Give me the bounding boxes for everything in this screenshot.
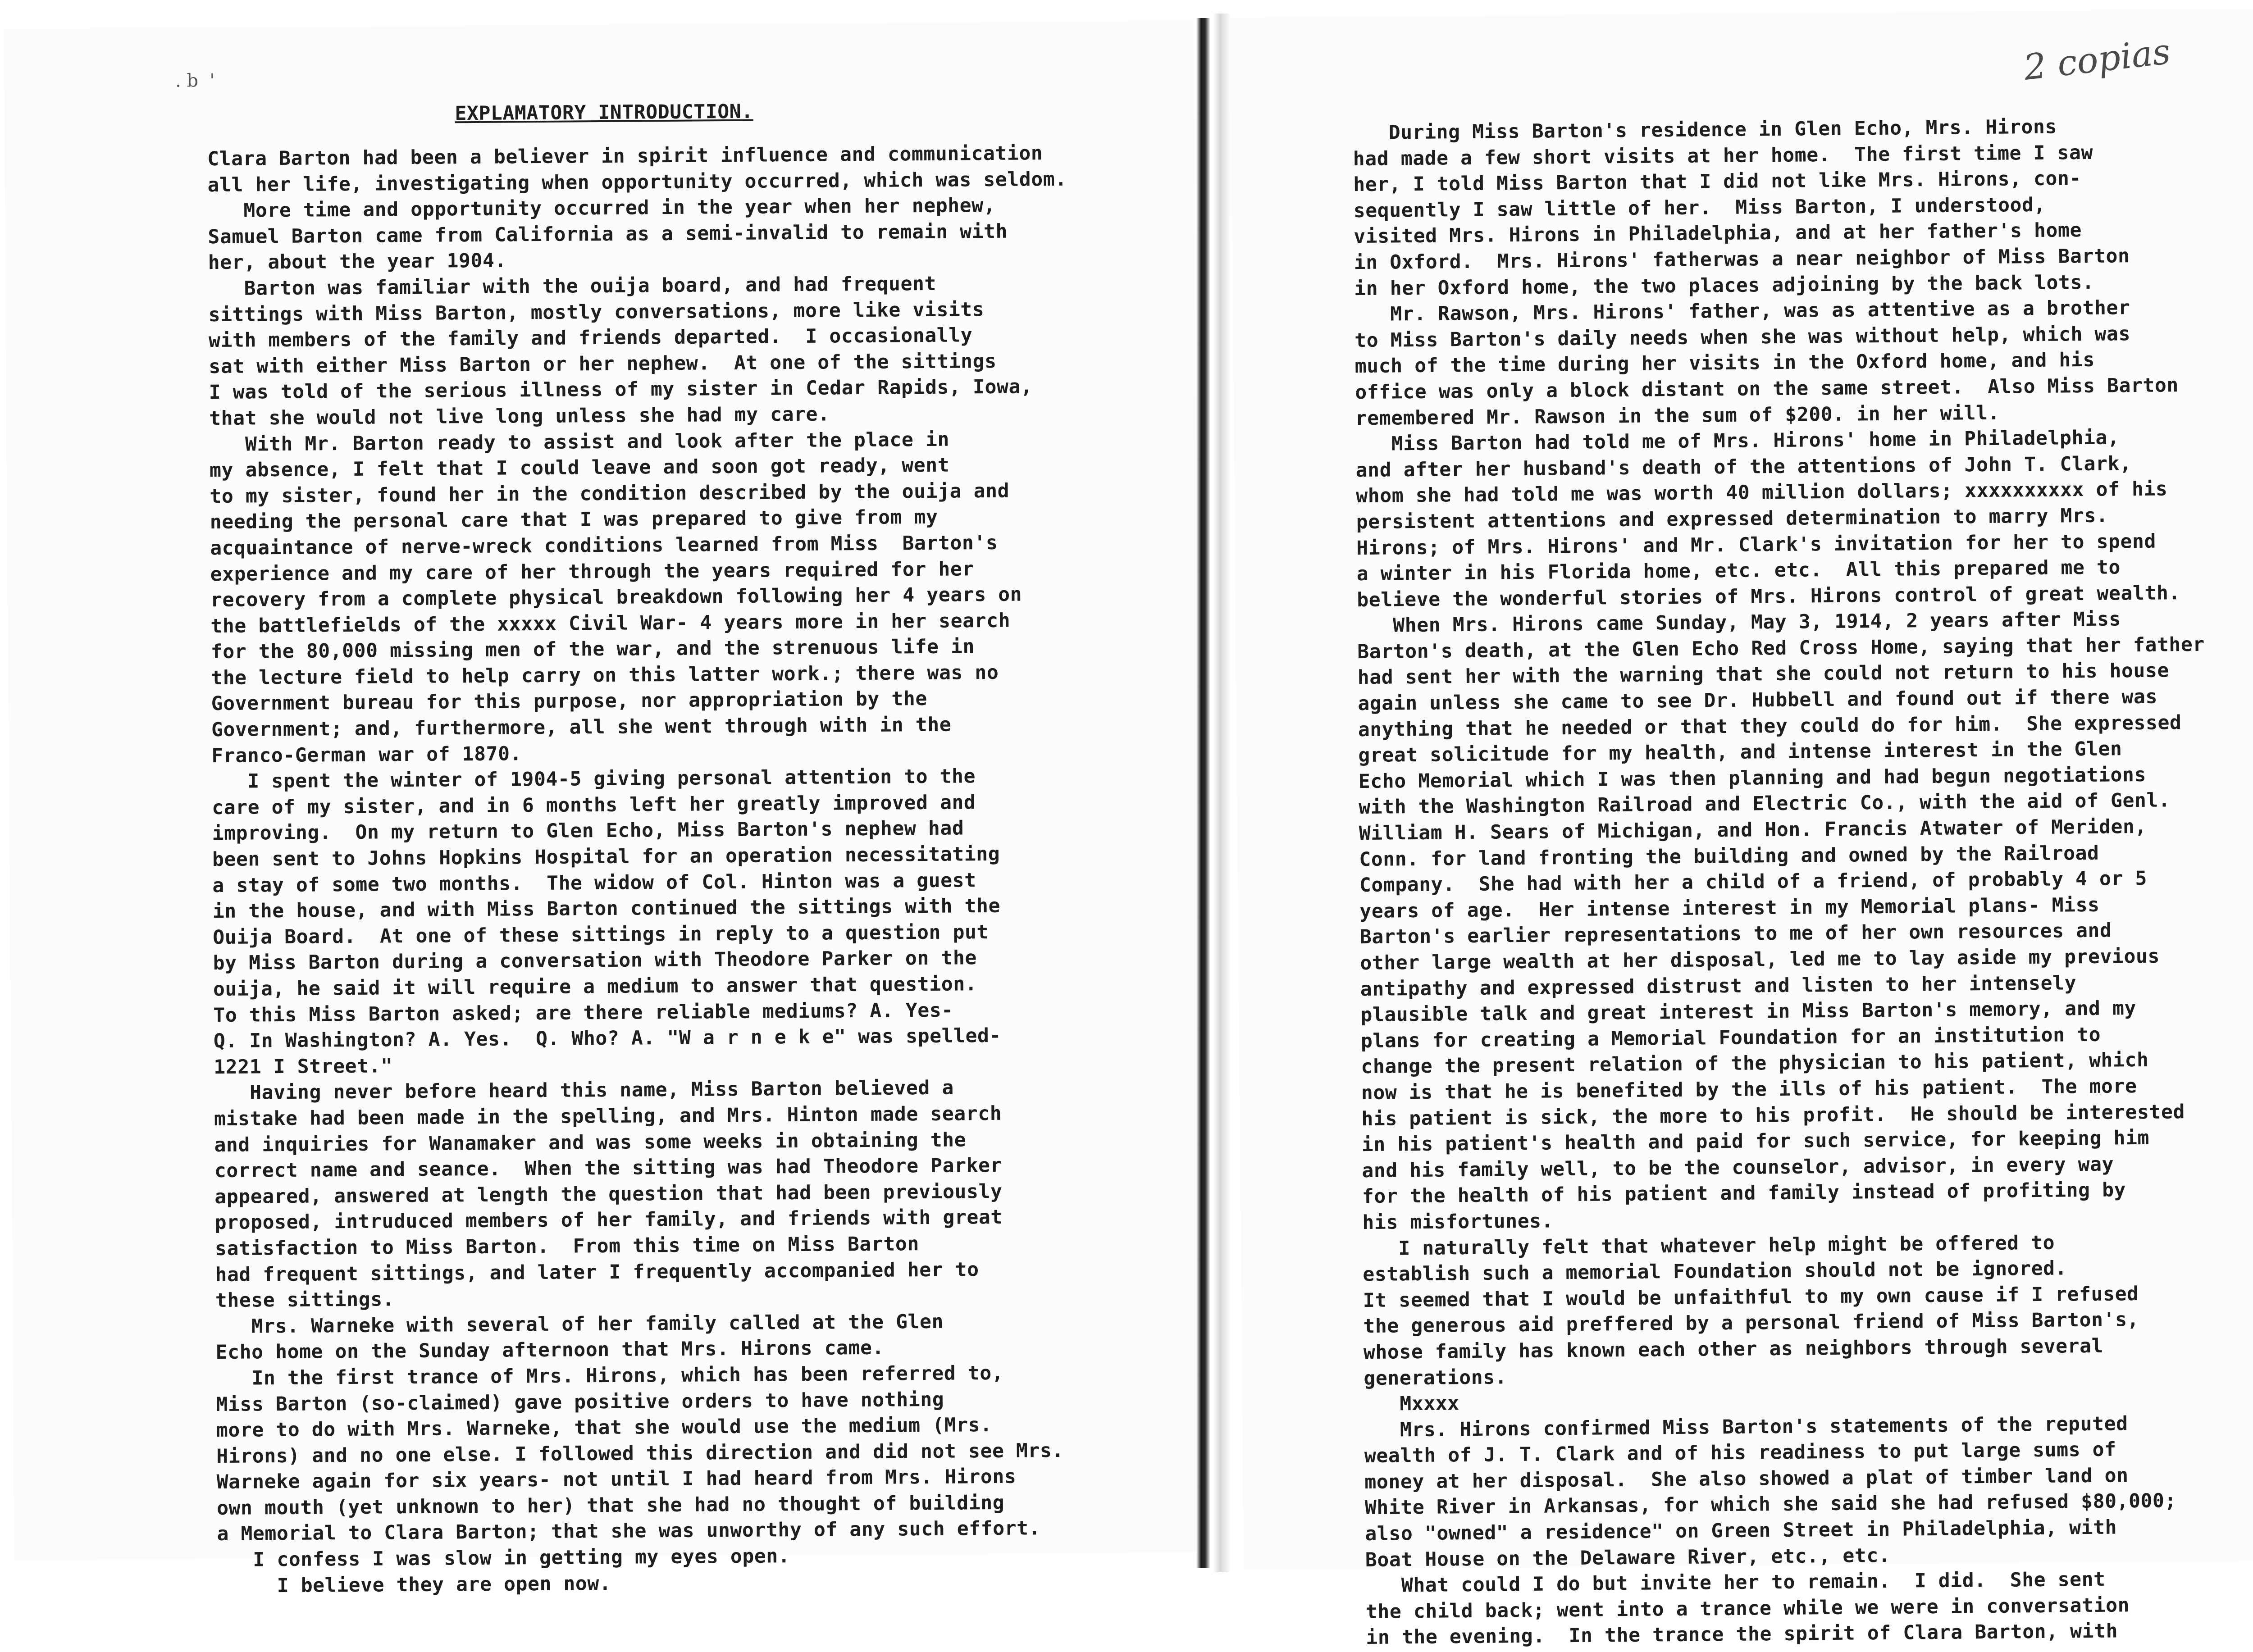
- page-title: EXPLAMATORY INTRODUCTION.: [455, 100, 753, 125]
- handwritten-note: 2 copias: [2021, 31, 2173, 88]
- left-page-body-text: Clara Barton had been a believer in spirit influence and communication all her life, investigating when opportunity occurred, which was seldom. More time and opportunity occurred in the year when her nephew, Samuel Barton came from California as a semi-invalid to remain with her, about the year 1904. Barton was familiar with the ouija board, and had frequent sittings with Miss Barton, mostly conversations, more like visits with members of the family and friends departed. I occasionally sat with either Miss Barton or her nephew. At one of the sittings I was told of the serious illness of my sister in Cedar Rapids, Iowa, that she would not live long unless she had my care. With Mr. Barton ready to assist and look after the place in my absence, I felt that I could leave and soon got ready, went to my sister, found her in the condition described by the ouija and needing the personal care that I was prepared to give from my acquaintance of nerve-wreck conditions learned from Miss Barton's experience and my care of her through the years required for her recovery from a complete physical breakdown following her 4 years on the battlefields of the xxxxx Civil War- 4 years more in her search for the 80,000 missing men of the war, and the strenuous life in the lecture field to help carry on this latter work.; there was no Government bureau for this purpose, nor appropriation by the Government; and, furthermore, all she went through with in the Franco-German war of 1870. I spent the winter of 1904-5 giving personal attention to the care of my sister, and in 6 months left her greatly improved and improving. On my return to Glen Echo, Miss Barton's nephew had been sent to Johns Hopkins Hospital for an operation necessitating a stay of some two months. The widow of Col. Hinton was a guest in the house, and with Miss Barton continued the sittings with the Ouija Board. At one of these sittings in reply to a question put by Miss Barton during a conversation with Theodore Parker on the ouija, he said it will require a medium to answer that question. To this Miss Barton asked; are there reliable mediums? A. Yes- Q. In Washington? A. Yes. Q. Who? A. "W a r n e k e" was spelled- 1221 I Street." Having never before heard this name, Miss Barton believed a mistake had been made in the spelling, and Mrs. Hinton made search and inquiries for Wanamaker and was some weeks in obtaining the correct name and seance. When the sitting was had Theodore Parker appeared, answered at length the question that had been previously proposed, intruduced members of her family, and friends with great satisfaction to Miss Barton. From this time on Miss Barton had frequent sittings, and later I frequently accompanied her to these sittings. Mrs. Warneke with several of her family called at the Glen Echo home on the Sunday afternoon that Mrs. Hirons came. In the first trance of Mrs. Hirons, which has been referred to, Miss Barton (so-claimed) gave positive orders to have nothing more to do with Mrs. Warneke, that she would use the medium (Mrs. Hirons) and no one else. I followed this direction and did not see Mrs. Warneke again for six years- not until I had heard from Mrs. Hirons own mouth (yet unknown to her) that she had no thought of building a Memorial to Clara Barton; that she was unworthy of any such effort. I confess I was slow in getting my eyes open. I believe they are open now.: [207, 142, 1067, 1597]
- page-marks: . b ': [175, 70, 221, 91]
- left-page: [4, 21, 1204, 1597]
- binding-gutter: [1196, 18, 1210, 1568]
- right-page: [1230, 8, 2253, 1649]
- right-page-body-text: During Miss Barton's residence in Glen Echo, Mrs. Hirons had made a few short visits at her home. The first time I saw her, I told Miss Barton that I did not like Mrs. Hirons, con- sequently I saw little of her. Miss Barton, I understood, visited Mrs. Hirons in Philadelphia, and at her father's home in Oxford. Mrs. Hirons' fatherwas a near neighbor of Miss Barton in her Oxford home, the two places adjoining by the back lots. Mr. Rawson, Mrs. Hirons' father, was as attentive as a brother to Miss Barton's daily needs when she was without help, which was much of the time during her visits in the Oxford home, and his office was only a block distant on the same street. Also Miss Barton remembered Mr. Rawson in the sum of $200. in her will. Miss Barton had told me of Mrs. Hirons' home in Philadelphia, and after her husband's death of the attentions of John T. Clark, whom she had told me was worth 40 million dollars; xxxxxxxxxx of his persistent attentions and expressed determination to marry Mrs. Hirons; of Mrs. Hirons' and Mr. Clark's invitation for her to spend a winter in his Florida home, etc. etc. All this prepared me to believe the wonderful stories of Mrs. Hirons control of great wealth. When Mrs. Hirons came Sunday, May 3, 1914, 2 years after Miss Barton's death, at the Glen Echo Red Cross Home, saying that her father had sent her with the warning that she could not return to his house again unless she came to see Dr. Hubbell and found out if there was anything that he needed or that they could do for him. She expressed great solicitude for my health, and intense interest in the Glen Echo Memorial which I was then planning and had begun negotiations with the Washington Railroad and Electric Co., with the aid of Genl. William H. Sears of Michigan, and Hon. Francis Atwater of Meriden, Conn. for land fronting the building and owned by the Railroad Company. She had with her a child of a friend, of probably 4 or 5 years of age. Her intense interest in my Memorial plans- Miss Barton's earlier representations to me of her own resources and other large wealth at her disposal, led me to lay aside my previous antipathy and expressed distrust and listen to her intensely plausible talk and great interest in Miss Barton's memory, and my plans for creating a Memorial Foundation for an institution to change the present relation of the physician to his patient, which now is that he is benefited by the ills of his patient. The more his patient is sick, the more to his profit. He should be interested in his patient's health and paid for such service, for keeping him and his family well, to be the counselor, advisor, in every way for the health of his patient and family instead of profiting by his misfortunes. I naturally felt that whatever help might be offered to establish such a memorial Foundation should not be ignored. It seemed that I would be unfaithful to my own cause if I refused the generous aid preffered by a personal friend of Miss Barton's, whose family has known each other as neighbors through several generations. Mxxxx Mrs. Hirons confirmed Miss Barton's statements of the reputed wealth of J. T. Clark and of his readiness to put large sums of money at her disposal. She also showed a plat of timber land on White River in Arkansas, for which she said she had refused $80,000; also "owned" a residence" on Green Street in Philadelphia, with Boat House on the Delaware River, etc., etc. What could I do but invite her to remain. I did. She sent the child back; went into a trance while we were in conversation in the evening. In the trance the spirit of Clara Barton, with: [1353, 115, 2205, 1649]
- gutter-shadow: [1213, 14, 1231, 1572]
